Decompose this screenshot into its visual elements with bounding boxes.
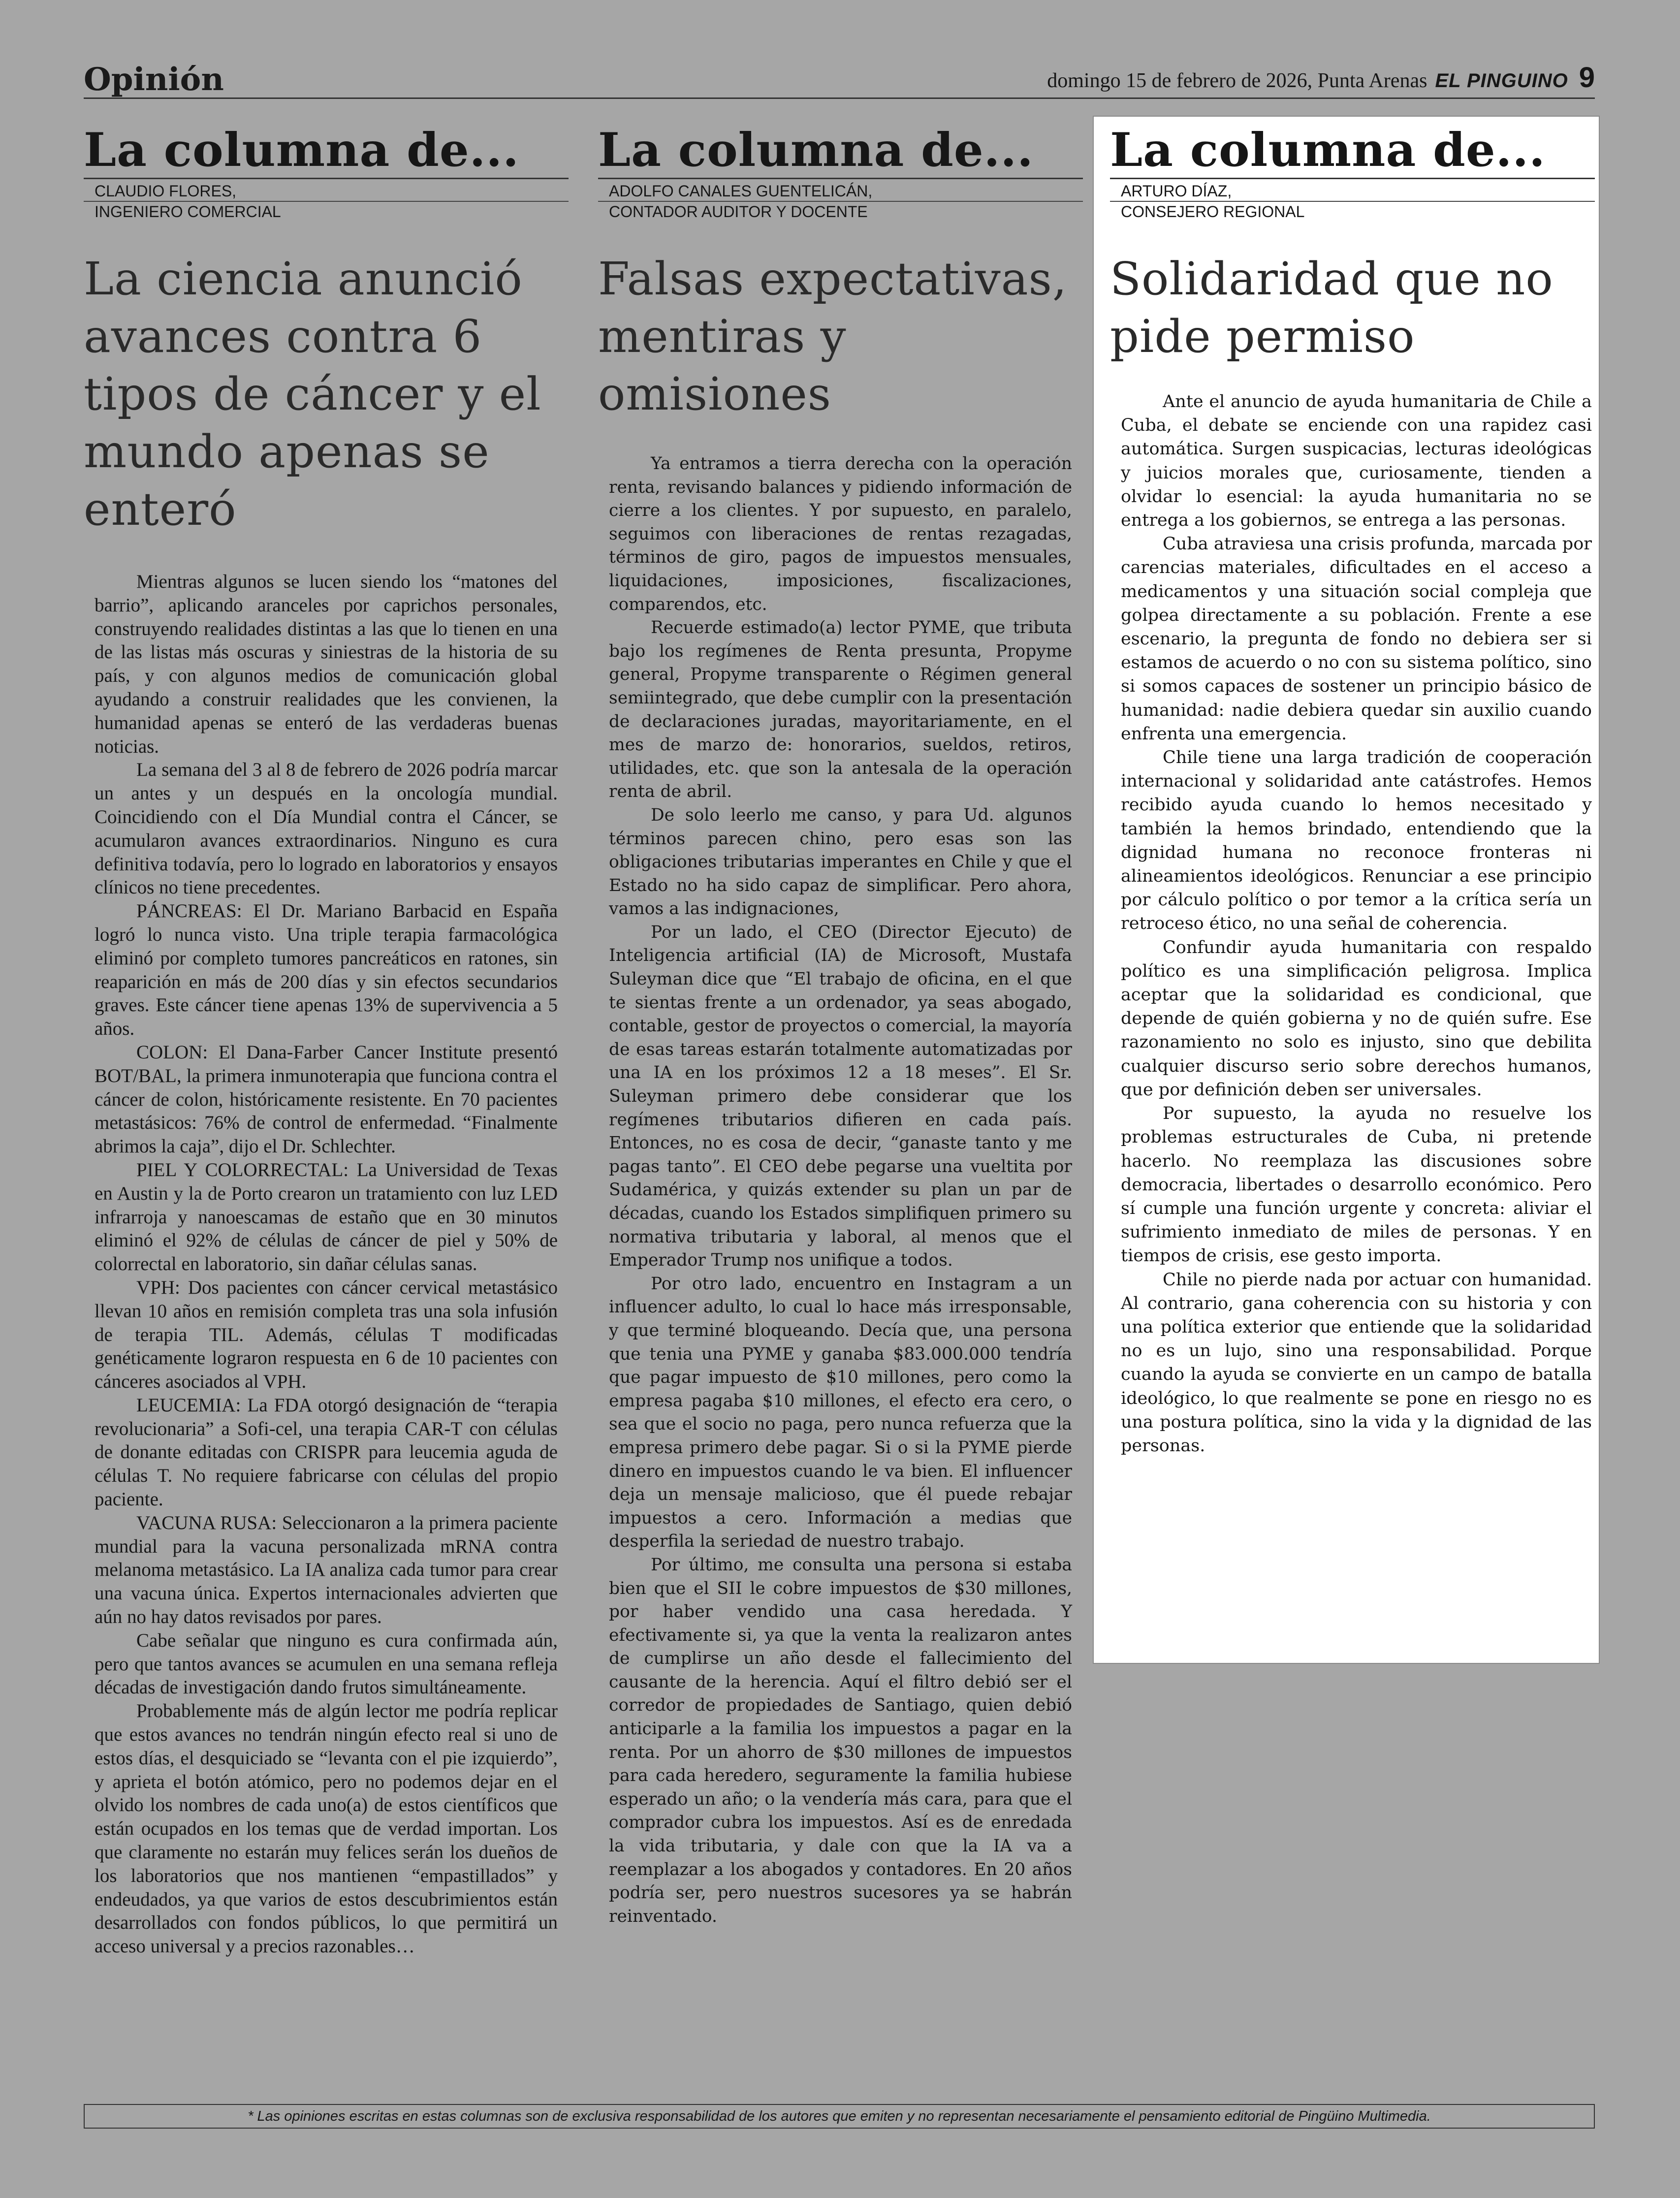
date-location: domingo 15 de febrero de 2026, Punta Arenas (1047, 69, 1427, 92)
paragraph: Ante el anuncio de ayuda humanitaria de Chile a Cuba, el debate se enciende con una rapidez casi automática. Surgen suspicacias, lecturas ideológicas y juicios morales que, curiosamente, tienden a olvidar lo esencial: la ayuda humanitaria no se entrega a los gobiernos, se entrega a las personas. (1121, 392, 1592, 531)
article-headline: La ciencia anunció avances contra 6 tipos de cáncer y el mundo apenas se enteró (84, 253, 541, 536)
paragraph: Confundir ayuda humanitaria con respaldo político es una simplificación peligrosa. Implica aceptar que la solidaridad es condicional, que depende de quién gobierna y no de quién sufre. Ese razonamiento no solo es injusto, sino que debilita cualquier discurso serio sobre derechos humanos, que por definición deben ser universales. (1121, 937, 1592, 1100)
column-2 (598, 123, 1083, 1928)
section-label: Opinión (84, 61, 224, 98)
author-role: CONTADOR AUDITOR Y DOCENTE (609, 203, 868, 221)
article-body (1110, 390, 1595, 1458)
paragraph: De solo leerlo me canso, y para Ud. algunos términos parecen chino, pero esas son las obligaciones tributarias imperantes en Chile y que el Estado no ha sido capaz de simplificar. Pero ahora, vamos a las indignaciones, (609, 805, 1072, 919)
paragraph: LEUCEMIA: La FDA otorgó designación de “terapia revolucionaria” a Sofi-cel, una terapia CAR-T con células de donante editadas con CRISPR para leucemia aguda de células T. No requiere fabricarse con células del propio paciente. (95, 1394, 558, 1510)
paragraph: Chile no pierde nada por actuar con humanidad. Al contrario, gana coherencia con su historia y con una política exterior que entiende que la solidaridad no es un lujo, sino una responsabilidad. Porque cuando la ayuda se convierte en un campo de batalla ideológico, lo que realmente se pone en riesgo no es una postura política, sino la vida y la dignidad de las personas. (1121, 1270, 1592, 1456)
paragraph: Probablemente más de algún lector me podría replicar que estos avances no tendrán ningún efecto real si uno de estos días, el desquiciado se “levanta con el pie izquierdo”, y aprieta el botón atómico, pero no podemos dejar en el olvido los nombres de cada uno(a) de estos científicos que están ocupados en los temas que de verdad importan. Los que claramente no estarán muy felices serán los dueños de los laboratorios que nos mantienen “empastillados” y endeudados, ya que varios de estos descubrimientos están desarrollados con fondos públicos, lo que permitirá un acceso universal y a precios razonables… (95, 1700, 558, 1957)
article-body (84, 570, 569, 1958)
paragraph: Mientras algunos se lucen siendo los “matones del barrio”, aplicando aranceles por caprichos personales, construyendo realidades distintas a las que lo tienen en una de las listas más oscuras y siniestras de la historia de su país, y con algunos medios de comunicación global ayudando a construir realidades que les convienen, la humanidad apenas se enteró de las verdaderas buenas noticias. (95, 571, 558, 757)
newspaper-logo: EL PINGUINO (1435, 70, 1568, 92)
paragraph: Cabe señalar que ninguno es cura confirmada aún, pero que tantos avances se acumulen en una semana refleja décadas de investigación dando frutos simultáneamente. (95, 1629, 558, 1698)
header-meta (1047, 62, 1595, 94)
author-role: CONSEJERO REGIONAL (1121, 203, 1305, 221)
paragraph: Chile tiene una larga tradición de cooperación internacional y solidaridad ante catástrofes. Hemos recibido ayuda cuando lo hemos necesitado y también la hemos brindado, entendiendo que la dignidad humana no reconoce fronteras ni alineamientos ideológicos. Renunciar a ese principio por cálculo político o por temor a la crítica sería un retroceso ético, no una señal de coherencia. (1121, 748, 1592, 934)
paragraph: Cuba atraviesa una crisis profunda, marcada por carencias materiales, dificultades en el acceso a medicamentos y una situación social compleja que golpea directamente a su población. Frente a ese escenario, la pregunta de fondo no debiera ser si estamos de acuerdo o no con su sistema político, sino si somos capaces de sostener un principio básico de humanidad: nadie debiera quedar sin auxilio cuando enfrenta una emergencia. (1121, 534, 1592, 744)
paragraph: Por supuesto, la ayuda no resuelve los problemas estructurales de Cuba, ni pretende hacerlo. No reemplaza las discusiones sobre democracia, libertades o desarrollo económico. Pero sí cumple una función urgente y concreta: aliviar el sufrimiento inmediato de miles de personas. Y en tiempos de crisis, ese gesto importa. (1121, 1104, 1592, 1266)
editorial-disclaimer: * Las opiniones escritas en estas columnas son de exclusiva responsabilidad de los autores que emiten y no representan necesariamente el pensamiento editorial de Pingüino Multimedia. (84, 2104, 1595, 2129)
paragraph: Por un lado, el CEO (Director Ejecuto) de Inteligencia artificial (IA) de Microsoft, Mustafa Suleyman dice que “El trabajo de oficina, en el que te sientas frente a un ordenador, ya seas abogado, contable, gestor de proyectos o comercial, la mayoría de esas tareas estarán totalmente automatizadas por una IA en los próximos 12 a 18 meses”. El Sr. Suleyman primero debe considerar que los regímenes tributarios difieren en cada país. Entonces, no es cosa de decir, “ganaste tanto y me pagas tanto”. El CEO debe pegarse una vueltita por Sudamérica, y quizás extender su plan un par de décadas, cuando los Estados simplifiquen primero su normativa tributaria y laboral, al menos que el Emperador Trump nos unifique a todos. (609, 922, 1072, 1271)
author-name: CLAUDIO FLORES, (84, 179, 569, 202)
paragraph: Por otro lado, encuentro en Instagram a un influencer adulto, lo cual lo hace más irresponsable, y que terminé bloqueando. Decía que, una persona que tenia una PYME y ganaba $83.000.000 tendría que pagar impuesto de $10 millones, pero como la empresa pagaba $10 millones, el efecto era cero, o sea que el socio no paga, pero nunca refuerza que la empresa primero debe pagar. Si o si la PYME pierde dinero en impuestos cuando le va bien. El influencer deja un mensaje malicioso, que él puede rebajar impuestos a cero. Información a medias que desperfila la seriedad de nuestro trabajo. (609, 1274, 1072, 1552)
paragraph: PÁNCREAS: El Dr. Mariano Barbacid en España logró lo nunca visto. Una triple terapia farmacológica eliminó por completo tumores pancreáticos en ratones, sin reaparición en más de 200 días y sin efectos secundarios graves. Este cáncer tiene apenas 13% de supervivencia a 5 años. (95, 900, 558, 1040)
paragraph: Por último, me consulta una persona si estaba bien que el SII le cobre impuestos de $30 millones, por haber vendido una casa heredada. Y efectivamente si, ya que la venta la realizaron antes de cumplirse un año desde el fallecimiento del causante de la herencia. Aquí el filtro debió ser el corredor de propiedades de Santiago, quien debió anticiparle a la familia los impuestos a pagar en la renta. Por un ahorro de $30 millones de impuestos para cada heredero, seguramente la familia hubiese esperado un año; o la vendería más cara, para que el comprador cubra los impuestos. Así es de enredada la vida tributaria, y dale con que la IA va a reemplazar a los abogados y contadores. En 20 años podría ser, pero nuestros sucesores ya se habrán reinventado. (609, 1555, 1072, 1926)
column-kicker: La columna de... (84, 126, 569, 179)
author-name: ADOLFO CANALES GUENTELICÁN, (598, 179, 1083, 202)
column-1 (84, 123, 569, 1958)
column-kicker: La columna de... (1110, 126, 1595, 179)
author-role: INGENIERO COMERCIAL (95, 203, 281, 221)
column-3 (1110, 123, 1595, 1458)
paragraph: COLON: El Dana-Farber Cancer Institute presentó BOT/BAL, la primera inmunoterapia que funciona contra el cáncer de colon, históricamente resistente. En 70 pacientes metastásicos: 76% de control de enfermedad. “Finalmente abrimos la caja”, dijo el Dr. Schlechter. (95, 1041, 558, 1157)
paragraph: VACUNA RUSA: Seleccionaron a la primera paciente mundial para la vacuna personalizada mRNA contra melanoma metastásico. La IA analiza cada tumor para crear una vacuna única. Expertos internacionales advierten que aún no hay datos revisados por pares. (95, 1512, 558, 1628)
article-headline: Solidaridad que no pide permiso (1110, 253, 1553, 363)
paragraph: La semana del 3 al 8 de febrero de 2026 podría marcar un antes y un después en la oncología mundial. Coincidiendo con el Día Mundial contra el Cáncer, se acumularon avances extraordinarios. Ninguno es cura definitiva todavía, pero lo logrado en laboratorios y ensayos clínicos no tiene precedentes. (95, 759, 558, 898)
article-body (598, 452, 1083, 1928)
author-name: ARTURO DÍAZ, (1110, 179, 1595, 202)
page-header (84, 59, 1595, 99)
paragraph: Ya entramos a tierra derecha con la operación renta, revisando balances y pidiendo información de cierre a los clientes. Y por supuesto, en paralelo, seguimos con liberaciones de rentas rezagadas, términos de giro, pagos de impuestos mensuales, liquidaciones, imposiciones, fiscalizaciones, comparendos, etc. (609, 454, 1072, 614)
paragraph: VPH: Dos pacientes con cáncer cervical metastásico llevan 10 años en remisión completa tras una sola infusión de terapia TIL. Además, células T modificadas genéticamente lograron respuesta en 6 de 10 pacientes con cánceres asociados al VPH. (95, 1276, 558, 1393)
paragraph: PIEL Y COLORRECTAL: La Universidad de Texas en Austin y la de Porto crearon un tratamiento con luz LED infrarroja y nanoescamas de estaño que en 30 minutos eliminó el 92% de células de cáncer de piel y 50% de colorrectal en laboratorio, sin dañar células sanas. (95, 1159, 558, 1275)
paragraph: Recuerde estimado(a) lector PYME, que tributa bajo los regímenes de Renta presunta, Propyme general, Propyme transparente o Régimen general semiintegrado, que debe cumplir con la presentación de declaraciones juradas, mayoritariamente, en el mes de marzo de: honorarios, sueldos, retiros, utilidades, etc. que son la antesala de la operación renta de abril. (609, 618, 1072, 802)
article-headline: Falsas expectativas, mentiras y omisiones (598, 253, 1068, 420)
page-number: 9 (1579, 62, 1595, 94)
column-kicker: La columna de... (598, 126, 1083, 179)
